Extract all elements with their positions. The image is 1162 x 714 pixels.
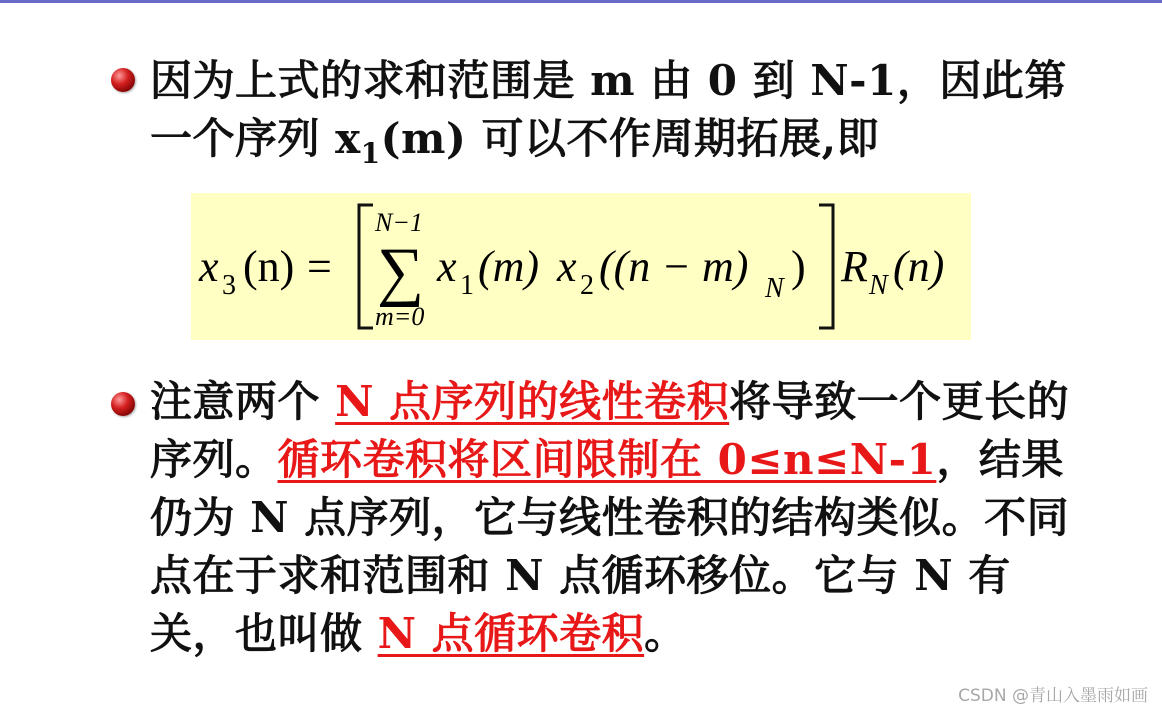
paragraph-2: [150, 373, 1085, 663]
lhs-var: x: [199, 242, 219, 291]
sum-lower-limit: m=0: [375, 302, 425, 331]
line-2-suffix: (m) 可以不作周期拓展,即: [380, 114, 880, 163]
lhs-sub: 3: [222, 270, 236, 301]
sum-upper-limit: N−1: [375, 208, 423, 237]
highlight-linear-convolution: N 点序列的线性卷积: [335, 377, 730, 426]
bullet-icon: [111, 392, 135, 416]
text-segment: 注意两个: [150, 377, 336, 426]
subscript: 1: [360, 137, 381, 170]
rn-arg: (n): [893, 242, 945, 291]
term2-modulus: N: [765, 273, 784, 304]
term1-sub: 1: [460, 270, 474, 301]
line-2-prefix: 一个序列 x: [150, 114, 361, 163]
term2-arg: ((n − m): [599, 242, 749, 291]
term2-close-paren: ): [791, 242, 806, 291]
paragraph-1-line-1: 因为上式的求和范围是 m 由 0 到 N-1，因此第: [150, 56, 1067, 105]
left-bracket: [359, 205, 373, 328]
lhs-arg: (n): [243, 242, 295, 291]
term1-var: x: [437, 242, 457, 291]
formula-svg: [191, 193, 971, 340]
right-bracket: [819, 205, 833, 328]
paragraph-1-line-2: [150, 110, 1085, 168]
top-border-line: [0, 0, 1162, 3]
highlight-circular-range: 循环卷积将区间限制在 0≤n≤N-1: [277, 435, 937, 484]
sum-symbol: ∑: [377, 235, 425, 308]
bullet-icon: [111, 68, 135, 92]
highlight-circular-convolution: N 点循环卷积: [377, 609, 645, 658]
term2-var: x: [557, 242, 577, 291]
rn-var: R: [841, 242, 868, 291]
paragraph-1: [150, 52, 1085, 168]
term1-arg: (m): [478, 242, 540, 291]
equals-sign: =: [307, 242, 332, 291]
text-segment: ，结果仍为 N 点序列，它与线性卷积的结构类似。不同点在于求和范围和 N 点循环移位。它与 N 有关，也叫做: [150, 435, 1070, 658]
text-segment: 将导致一个更长的序列。: [150, 377, 1070, 484]
text-segment: 。: [644, 609, 687, 658]
formula-box: [191, 193, 971, 340]
watermark: CSDN @青山入墨雨如画: [958, 686, 1148, 706]
term2-sub: 2: [580, 270, 594, 301]
rn-sub: N: [869, 270, 888, 301]
